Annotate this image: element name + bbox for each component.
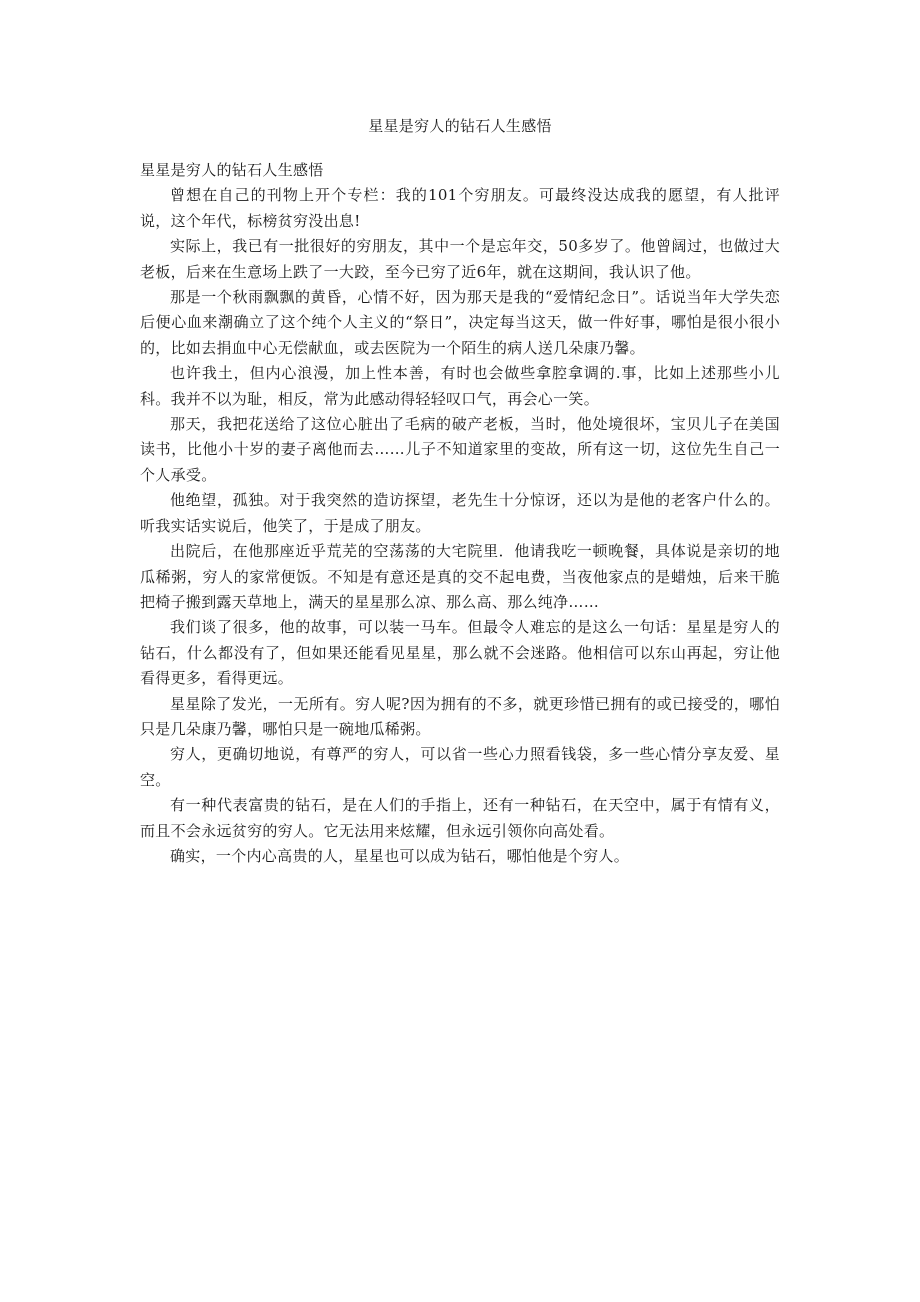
article-subtitle: 星星是穷人的钻石人生感悟 [140,161,324,179]
paragraph: 那是一个秋雨飘飘的黄昏，心情不好，因为那天是我的“爱情纪念日”。话说当年大学失恋后便心血来潮确立了这个纯个人主义的“祭日”，决定每当这天，做一件好事，哪怕是很小很小的，比如去捐血中心无偿献血，或去医院为一个陌生的病人送几朵康乃馨。 [140,288,780,357]
paragraph: 实际上，我已有一批很好的穷朋友，其中一个是忘年交，50多岁了。他曾阔过，也做过大老板，后来在生意场上跌了一大跤，至今已穷了近6年，就在这期间，我认识了他。 [140,237,780,281]
paragraph: 确实，一个内心高贵的人，星星也可以成为钻石，哪怕他是个穷人。 [170,846,630,865]
paragraph: 出院后，在他那座近乎荒芜的空荡荡的大宅院里．他请我吃一顿晚餐，具体说是亲切的地瓜稀粥，穷人的家常便饭。不知是有意还是真的交不起电费，当夜他家点的是蜡烛，后来干脆把椅子搬到露天草地上，满天的星星那么凉、那么高、那么纯净…… [140,542,780,611]
paragraph: 我们谈了很多，他的故事，可以装一马车。但最令人难忘的是这么一句话：星星是穷人的钻石，什么都没有了，但如果还能看见星星，那么就不会迷路。他相信可以东山再起，穷让他看得更多，看得更远。 [140,618,780,688]
paragraph: 也许我土，但内心浪漫，加上性本善，有时也会做些拿腔拿调的.事，比如上述那些小儿科。我并不以为耻，相反，常为此感动得轻轻叹口气，再会心一笑。 [140,364,780,408]
paragraph: 星星除了发光，一无所有。穷人呢?因为拥有的不多，就更珍惜已拥有的或已接受的，哪怕只是几朵康乃馨，哪怕只是一碗地瓜稀粥。 [140,694,780,738]
article-body [140,158,780,869]
paragraph: 有一种代表富贵的钻石，是在人们的手指上，还有一种钻石，在天空中，属于有情有义，而且不会永远贫穷的穷人。它无法用来炫耀，但永远引领你向高处看。 [140,796,780,840]
paragraph: 曾想在自己的刊物上开个专栏：我的101个穷朋友。可最终没达成我的愿望，有人批评说，这个年代，标榜贫穷没出息! [140,186,780,230]
paragraph: 他绝望，孤独。对于我突然的造访探望，老先生十分惊讶，还以为是他的老客户什么的。听我实话实说后，他笑了，于是成了朋友。 [140,491,780,535]
paragraph: 那天，我把花送给了这位心脏出了毛病的破产老板，当时，他处境很坏，宝贝儿子在美国读书，比他小十岁的妻子离他而去……儿子不知道家里的变故，所有这一切，这位先生自己一个人承受。 [140,415,780,484]
paragraph: 穷人，更确切地说，有尊严的穷人，可以省一些心力照看钱袋，多一些心情分享友爱、星空。 [140,745,780,789]
page-title: 星星是穷人的钻石人生感悟 [368,117,552,135]
